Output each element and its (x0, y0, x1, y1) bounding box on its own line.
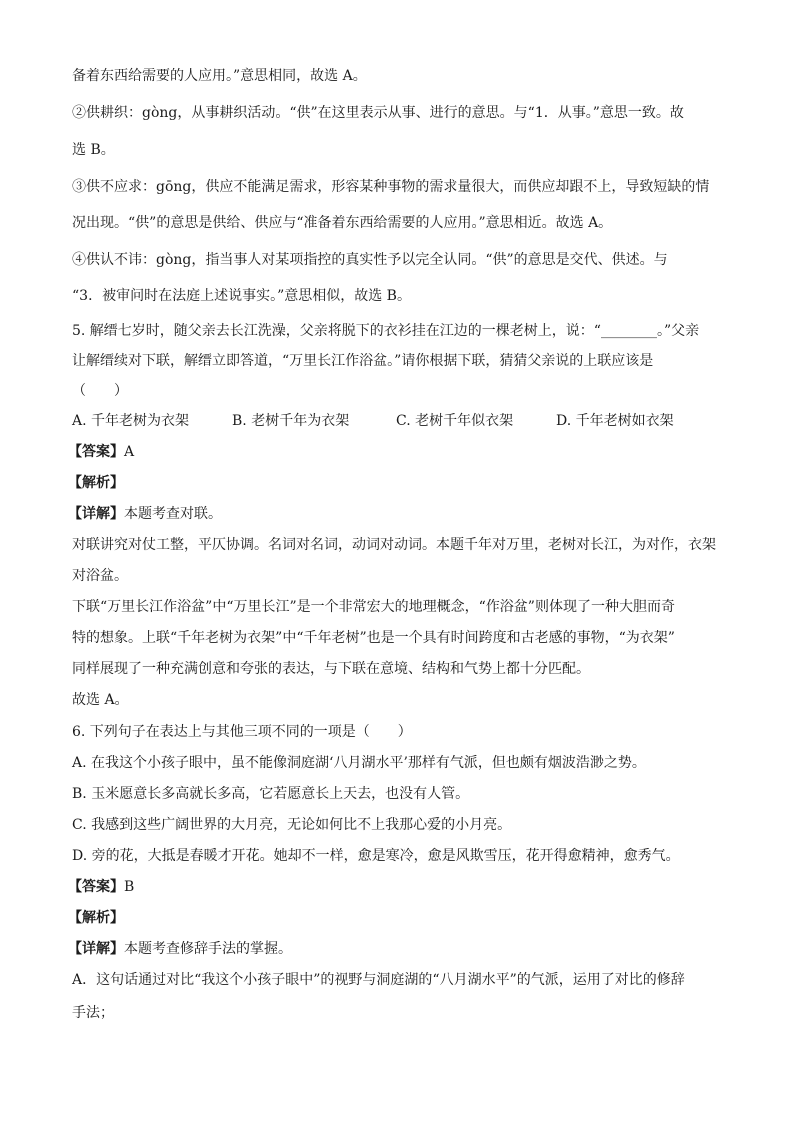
question-6-stem: 6. 下列句子在表达上与其他三项不同的一项是（ ） (72, 724, 412, 740)
text-line: 选 B。 (72, 142, 115, 158)
answer-tag: 【答案】 (68, 444, 124, 460)
question-5-stem: 让解缙续对下联，解缙立即答道，“万里长江作浴盆。”请你根据下联，猜猜父亲说的上联应该是 (72, 353, 654, 369)
text-line: 特的想象。上联“千年老树为衣架”中“千年老树”也是一个具有时间跨度和古老感的事物，“为衣架” (72, 630, 675, 646)
q6-answer (68, 878, 134, 896)
q5-detail (68, 505, 222, 523)
text-line: ④供认不讳：gòng，指当事人对某项指控的真实性予以完全认同。“供”的意思是交代、供述。与 (72, 252, 668, 268)
text-line: 故选 A。 (72, 692, 129, 708)
text-line: 手法； (72, 1005, 114, 1021)
analysis-tag: 【解析】 (68, 475, 124, 491)
q6-detail (68, 940, 292, 958)
text-line: ③供不应求：gōng，供应不能满足需求，形容某种事物的需求量很大，而供应却跟不上，导致短缺的情 (72, 179, 710, 195)
q5-option-c: C. 老树千年似衣架 (396, 413, 514, 429)
detail-tag: 【详解】 (68, 941, 124, 957)
answer-value: A (124, 444, 135, 460)
text-line: 对浴盆。 (72, 568, 128, 584)
detail-text: 本题考查对联。 (124, 506, 222, 522)
question-5-stem: 5. 解缙七岁时，随父亲去长江洗澡，父亲将脱下的衣衫挂在江边的一棵老树上，说：“________。”父亲 (72, 323, 700, 339)
q5-option-d: D. 千年老树如衣架 (556, 413, 674, 429)
text-line: 备着东西给需要的人应用。”意思相同，故选 A。 (72, 68, 367, 84)
analysis-tag: 【解析】 (68, 910, 124, 926)
q5-option-a: A. 千年老树为衣架 (72, 413, 190, 429)
q6-option-d: D. 旁的花，大抵是春暖才开花。她却不一样，愈是寒冷，愈是风欺雪压，花开得愈精神，愈秀气。 (72, 848, 680, 864)
q6-option-a: A. 在我这个小孩子眼中，虽不能像洞庭湖‘八月湖水平’那样有气派，但也颇有烟波浩渺之势。 (72, 755, 646, 771)
detail-tag: 【详解】 (68, 506, 124, 522)
text-line: 同样展现了一种充满创意和夸张的表达，与下联在意境、结构和气势上都十分匹配。 (72, 661, 590, 677)
answer-value: B (124, 879, 135, 895)
text-line: 下联“万里长江作浴盆”中“万里长江”是一个非常宏大的地理概念，“作浴盆”则体现了一种大胆而奇 (72, 599, 675, 615)
q5-answer (68, 443, 134, 461)
text-line: 对联讲究对仗工整，平仄协调。名词对名词，动词对动词。本题千年对万里，老树对长江，为对作，衣架 (72, 537, 716, 553)
text-line: ②供耕织：gòng，从事耕织活动。“供”在这里表示从事、进行的意思。与“1．从事。”意思一致。故 (72, 105, 684, 121)
detail-text: 本题考查修辞手法的掌握。 (124, 941, 292, 957)
q5-analysis-tag (68, 474, 124, 492)
text-line: “3．被审问时在法庭上述说事实。”意思相似，故选 B。 (72, 288, 411, 304)
text-line: 况出现。“供”的意思是供给、供应与“准备着东西给需要的人应用。”意思相近。故选 A。 (72, 215, 613, 231)
q6-option-c: C. 我感到这些广阔世界的大月亮，无论如何比不上我那心爱的小月亮。 (72, 817, 512, 833)
q6-option-b: B. 玉米愿意长多高就长多高，它若愿意长上天去，也没有人管。 (72, 786, 470, 802)
text-line: A．这句话通过对比“我这个小孩子眼中”的视野与洞庭湖的“八月湖水平”的气派，运用了对比的修辞 (72, 972, 685, 988)
question-5-stem: （ ） (72, 383, 128, 399)
q5-option-b: B. 老树千年为衣架 (232, 413, 350, 429)
answer-tag: 【答案】 (68, 879, 124, 895)
q6-analysis-tag (68, 909, 124, 927)
